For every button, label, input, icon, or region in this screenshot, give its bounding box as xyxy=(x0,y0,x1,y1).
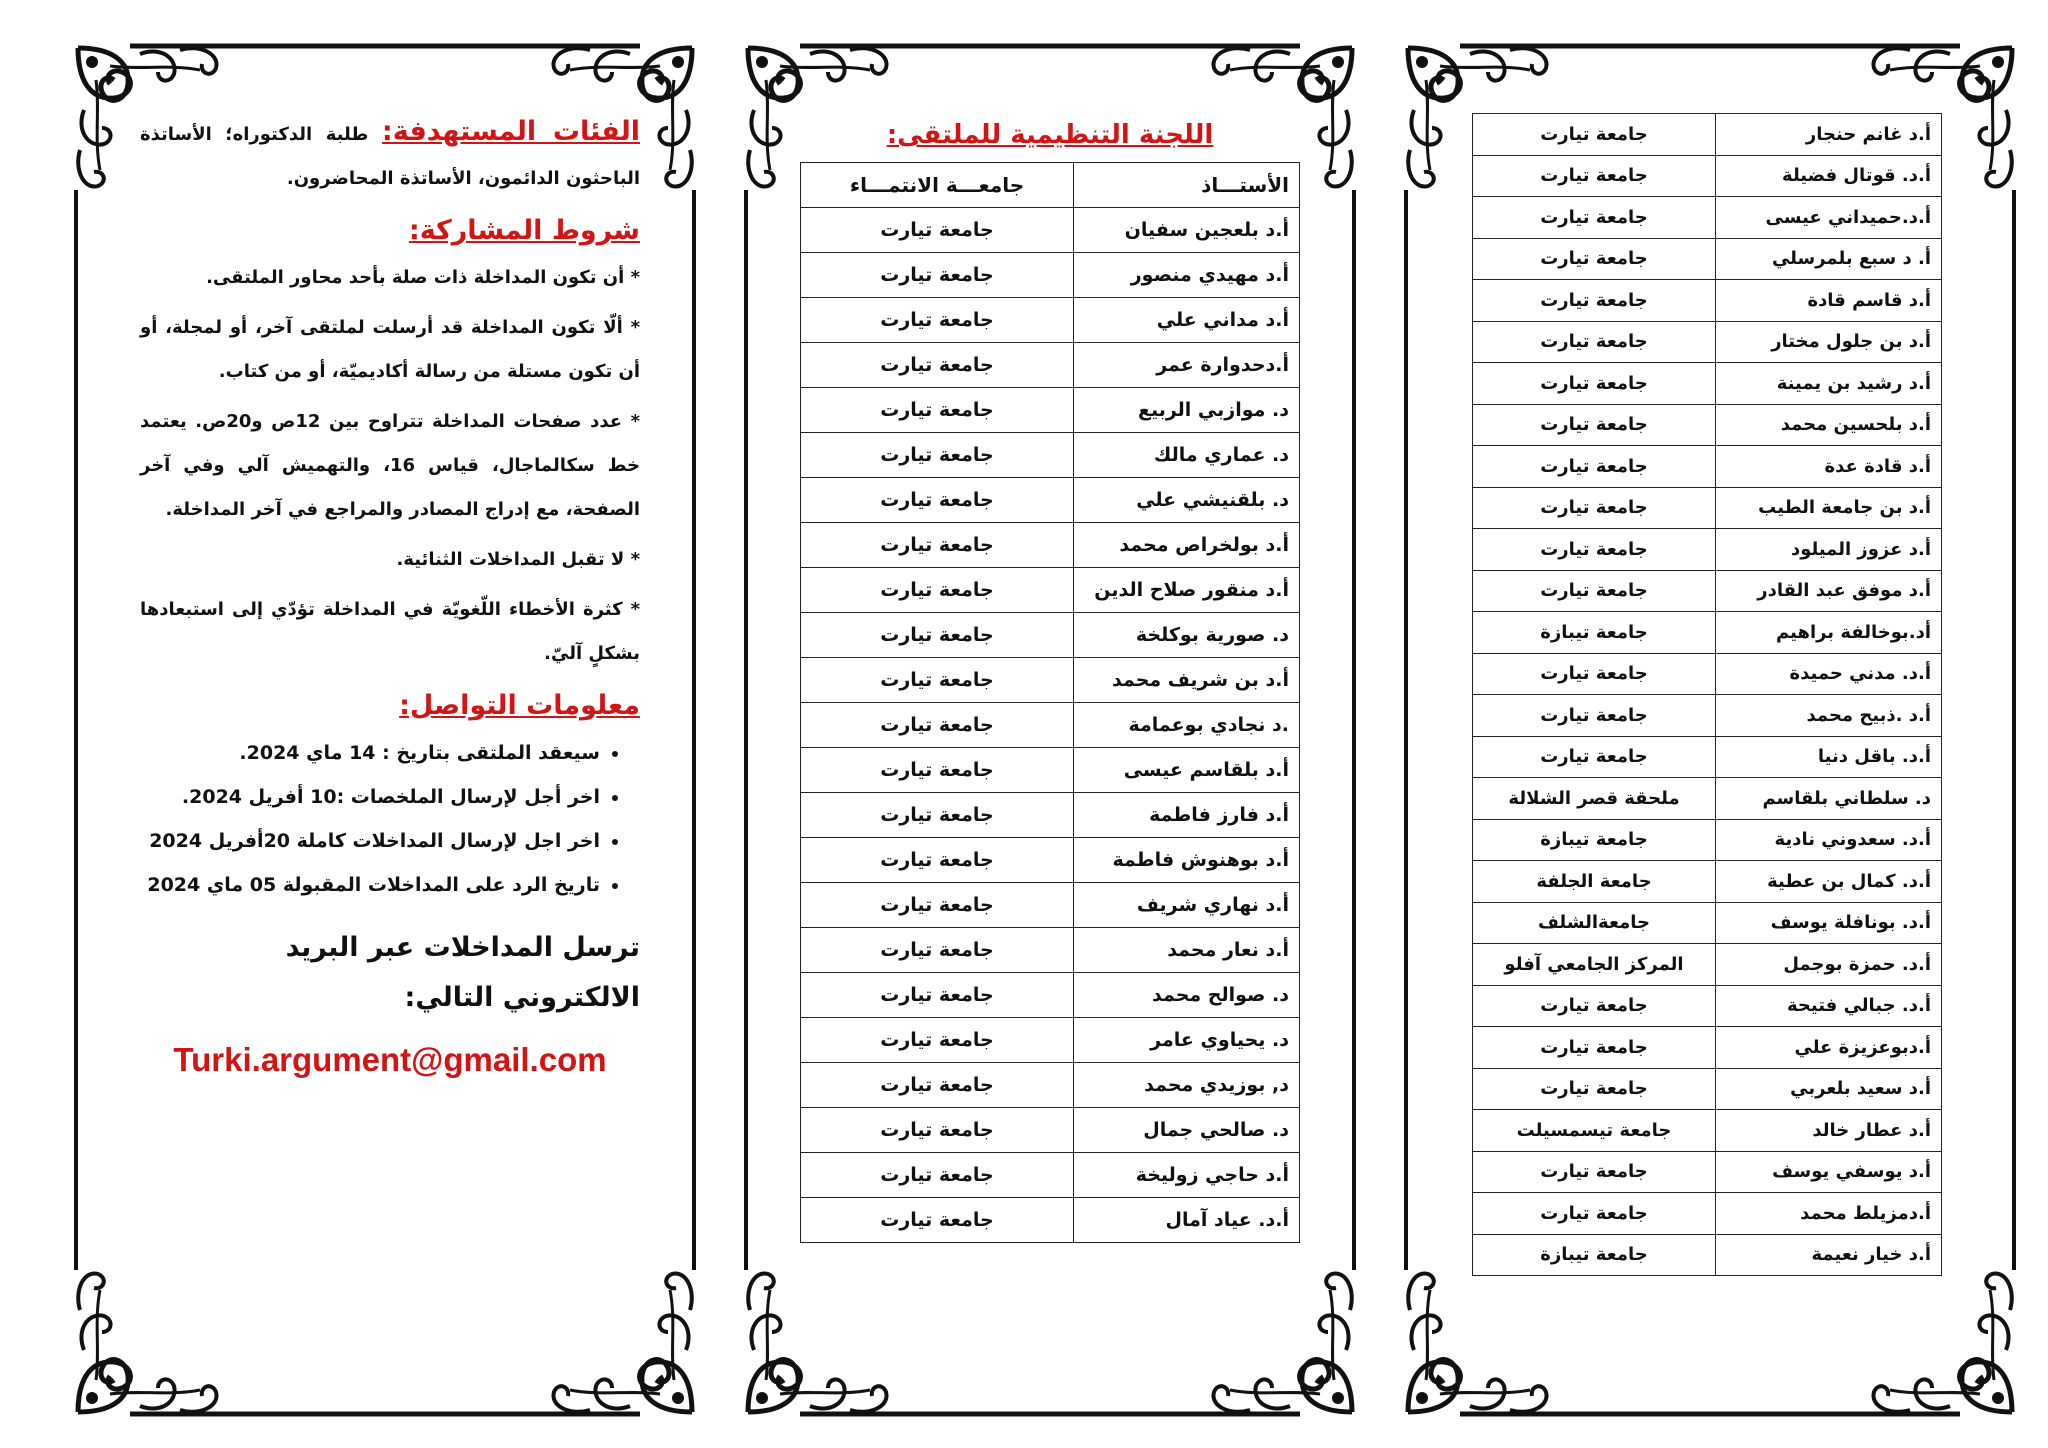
university-name: جامعة تيارت xyxy=(1473,197,1716,239)
professor-name: أ.د فارز فاطمة xyxy=(1074,793,1300,838)
university-name: جامعة تيارت xyxy=(801,568,1074,613)
table-row xyxy=(801,928,1300,973)
table-row xyxy=(801,658,1300,703)
university-name: جامعة تيارت xyxy=(801,1018,1074,1063)
professor-name: أ.د عطار خالد xyxy=(1716,1110,1942,1152)
professor-name: د. صالحي جمال xyxy=(1074,1108,1300,1153)
contact-item: • اخر أجل لإرسال الملخصات :10 أفريل 2024. xyxy=(140,775,600,819)
table-row xyxy=(1473,1110,1942,1152)
table-row xyxy=(1473,1234,1942,1276)
professor-name: أ.د بولخراص محمد xyxy=(1074,523,1300,568)
university-name: جامعة تيارت xyxy=(801,748,1074,793)
university-name: جامعة تيارت xyxy=(801,793,1074,838)
university-name: جامعة تيارت xyxy=(801,343,1074,388)
table-row xyxy=(1473,819,1942,861)
professor-name: أ.د بن شريف محمد xyxy=(1074,658,1300,703)
professor-name: أ.د. حمزة بوجمل xyxy=(1716,944,1942,986)
university-name: جامعة تيارت xyxy=(801,1063,1074,1108)
committee-table xyxy=(800,162,1300,1243)
university-name: جامعة تيارت xyxy=(801,973,1074,1018)
contact-list xyxy=(140,731,640,907)
committee-table-body xyxy=(801,208,1300,1243)
university-name: جامعة تيارت xyxy=(801,1198,1074,1243)
conditions-heading: شروط المشاركة: xyxy=(408,215,640,246)
professor-name: أ.د رشيد بن يمينة xyxy=(1716,363,1942,405)
contact-email[interactable]: Turki.argument@gmail.com xyxy=(173,1041,607,1078)
professor-name: د. يحياوي عامر xyxy=(1074,1018,1300,1063)
professor-name: أ.د غانم حنجار xyxy=(1716,114,1942,156)
contact-item: • تاريخ الرد على المداخلات المقبولة 05 ماي 2024 xyxy=(140,863,600,907)
table-row xyxy=(1473,695,1942,737)
university-name: جامعة تيارت xyxy=(801,1108,1074,1153)
table-row xyxy=(1473,1151,1942,1193)
table-row xyxy=(801,298,1300,343)
table-row xyxy=(1473,280,1942,322)
university-name: جامعة تيارت xyxy=(801,208,1074,253)
professor-name: أ.د. باقل دنيا xyxy=(1716,736,1942,778)
professor-name: أ.د قادة عدة xyxy=(1716,446,1942,488)
university-name: جامعة تيارت xyxy=(801,433,1074,478)
table-row xyxy=(801,253,1300,298)
university-name: جامعة تيارت xyxy=(1473,1151,1716,1193)
university-name: جامعة تيارت xyxy=(801,298,1074,343)
table-row xyxy=(801,1153,1300,1198)
professor-name: أ.د عزوز الميلود xyxy=(1716,529,1942,571)
scientific-table-body xyxy=(1473,114,1942,1276)
professor-name: د. سلطاني بلقاسم xyxy=(1716,778,1942,820)
university-name: جامعة تيسمسيلت xyxy=(1473,1110,1716,1152)
table-row xyxy=(1473,238,1942,280)
target-text: طلبة الدكتوراه؛ الأساتذة الباحثون الدائمون، الأساتذة المحاضرون. xyxy=(140,124,640,189)
condition-item: * عدد صفحات المداخلة تتراوح بين 12ص و20ص. يعتمد خط سكالماجال، قياس 16، والتهميش آلي وفي آخر الصفحة، مع إدراج المصادر والمراجع في آخر المداخلة. xyxy=(140,411,641,520)
university-name: جامعة تيبازة xyxy=(1473,819,1716,861)
professor-name: أ.د بن جلول مختار xyxy=(1716,321,1942,363)
professor-name: أ.د .ذبيح محمد xyxy=(1716,695,1942,737)
professor-name: أ.د. قوتال فضيلة xyxy=(1716,155,1942,197)
university-name: جامعة تيارت xyxy=(801,388,1074,433)
university-name: جامعةالشلف xyxy=(1473,902,1716,944)
table-row xyxy=(1473,1027,1942,1069)
table-row xyxy=(1473,612,1942,654)
university-name: جامعة تيارت xyxy=(801,883,1074,928)
professor-name: أ.د يوسفي يوسف xyxy=(1716,1151,1942,1193)
professor-name: أ.د مهيدي منصور xyxy=(1074,253,1300,298)
table-row xyxy=(1473,114,1942,156)
professor-name: د, بوزيدي محمد xyxy=(1074,1063,1300,1108)
professor-name: أ.د بن جامعة الطيب xyxy=(1716,487,1942,529)
panel-left xyxy=(70,40,700,1420)
professor-name: أ.د نهاري شريف xyxy=(1074,883,1300,928)
university-name: جامعة تيارت xyxy=(1473,155,1716,197)
table-row xyxy=(1473,155,1942,197)
table-row xyxy=(1473,363,1942,405)
table-row xyxy=(1473,1193,1942,1235)
university-name: جامعة تيارت xyxy=(1473,1193,1716,1235)
table-row xyxy=(1473,778,1942,820)
table-row xyxy=(801,793,1300,838)
table-row xyxy=(801,388,1300,433)
table-row xyxy=(801,973,1300,1018)
column-header-university: جامعـــة الانتمـــاء xyxy=(801,163,1074,208)
committee-title-wrap xyxy=(740,120,1360,150)
university-name: جامعة تيارت xyxy=(801,658,1074,703)
professor-name: أ.د نعار محمد xyxy=(1074,928,1300,973)
table-row xyxy=(1473,861,1942,903)
table-row xyxy=(801,838,1300,883)
professor-name: أ.د منقور صلاح الدين xyxy=(1074,568,1300,613)
professor-name: أ.د بلعجين سفيان xyxy=(1074,208,1300,253)
university-name: جامعة تيارت xyxy=(801,838,1074,883)
target-section xyxy=(140,110,640,201)
table-row xyxy=(1473,529,1942,571)
professor-name: أ.دمزيلط محمد xyxy=(1716,1193,1942,1235)
table-row xyxy=(801,208,1300,253)
professor-name: أ.د بلحسين محمد xyxy=(1716,404,1942,446)
table-row xyxy=(1473,197,1942,239)
university-name: جامعة تيارت xyxy=(1473,114,1716,156)
table-row xyxy=(801,1018,1300,1063)
condition-item: * لا تقبل المداخلات الثنائية. xyxy=(396,549,640,570)
conditions-list xyxy=(140,256,640,676)
professor-name: أ.د. عياد آمال xyxy=(1074,1198,1300,1243)
professor-name: أ.د بلقاسم عيسى xyxy=(1074,748,1300,793)
condition-item: * أن تكون المداخلة ذات صلة بأحد محاور الملتقى. xyxy=(206,267,640,288)
university-name: جامعة تيبازة xyxy=(1473,612,1716,654)
university-name: جامعة تيارت xyxy=(1473,529,1716,571)
professor-name: أ. د سبع بلمرسلي xyxy=(1716,238,1942,280)
professor-name: د. موازبي الربيع xyxy=(1074,388,1300,433)
table-row xyxy=(801,703,1300,748)
table-row xyxy=(1473,944,1942,986)
send-instructions: ترسل المداخلات عبر البريد الالكتروني التالي: xyxy=(285,932,640,1013)
professor-name: أ.د. سعدوني نادية xyxy=(1716,819,1942,861)
university-name: جامعة تيارت xyxy=(801,523,1074,568)
university-name: جامعة تيارت xyxy=(801,478,1074,523)
professor-name: أ.د خيار نعيمة xyxy=(1716,1234,1942,1276)
committee-title: اللجنة التنظيمية للملتقى: xyxy=(886,120,1214,150)
university-name: جامعة تيارت xyxy=(1473,487,1716,529)
condition-item: * كثرة الأخطاء اللّغويّة في المداخلة تؤدّي إلى استبعادها بشكلٍ آليّ. xyxy=(140,599,640,664)
table-row xyxy=(801,478,1300,523)
university-name: جامعة تيارت xyxy=(1473,653,1716,695)
professor-name: أ.د. كمال بن عطية xyxy=(1716,861,1942,903)
professor-name: د. بلقنيشي علي xyxy=(1074,478,1300,523)
university-name: جامعة تيارت xyxy=(801,253,1074,298)
table-row xyxy=(1473,653,1942,695)
table-row xyxy=(801,613,1300,658)
table-row xyxy=(1473,487,1942,529)
university-name: جامعة تيارت xyxy=(1473,570,1716,612)
professor-name: د. صوالح محمد xyxy=(1074,973,1300,1018)
university-name: جامعة تيارت xyxy=(1473,446,1716,488)
professor-name: أ.د قاسم قادة xyxy=(1716,280,1942,322)
table-row xyxy=(801,1063,1300,1108)
professor-name: أ.د سعيد بلعربي xyxy=(1716,1068,1942,1110)
university-name: جامعة تيارت xyxy=(801,928,1074,973)
table-row xyxy=(801,568,1300,613)
contact-item: • سيعقد الملتقى بتاريخ : 14 ماي 2024. xyxy=(140,731,600,775)
professor-name: أ.د. مدني حميدة xyxy=(1716,653,1942,695)
table-row xyxy=(801,1198,1300,1243)
professor-name: د. عماري مالك xyxy=(1074,433,1300,478)
university-name: جامعة تيارت xyxy=(1473,404,1716,446)
university-name: جامعة تيارت xyxy=(801,613,1074,658)
professor-name: أد.بوخالفة براهيم xyxy=(1716,612,1942,654)
table-row xyxy=(1473,321,1942,363)
university-name: جامعة تيارت xyxy=(1473,695,1716,737)
university-name: جامعة تيارت xyxy=(1473,363,1716,405)
university-name: ملحقة قصر الشلالة xyxy=(1473,778,1716,820)
contact-item: • اخر اجل لإرسال المداخلات كاملة 20أفريل 2024 xyxy=(140,819,600,863)
table-row xyxy=(801,523,1300,568)
university-name: جامعة تيارت xyxy=(801,703,1074,748)
table-row xyxy=(1473,736,1942,778)
table-row xyxy=(801,748,1300,793)
university-name: جامعة تيارت xyxy=(1473,321,1716,363)
university-name: جامعة تيارت xyxy=(1473,1068,1716,1110)
professor-name: .د نجادي بوعمامة xyxy=(1074,703,1300,748)
table-row xyxy=(801,433,1300,478)
university-name: جامعة تيارت xyxy=(1473,736,1716,778)
contact-heading: معلومات التواصل: xyxy=(399,690,640,721)
column-header-name: الأستـــاذ xyxy=(1074,163,1300,208)
professor-name: أ.د. جبالي فتيحة xyxy=(1716,985,1942,1027)
table-row xyxy=(1473,902,1942,944)
professor-name: د. صورية بوكلخة xyxy=(1074,613,1300,658)
table-row xyxy=(1473,985,1942,1027)
university-name: جامعة تيارت xyxy=(1473,1027,1716,1069)
professor-name: أ.د بوهنوش فاطمة xyxy=(1074,838,1300,883)
condition-item: * ألّا تكون المداخلة قد أرسلت لملتقى آخر، أو لمجلة، أو أن تكون مستلة من رسالة أكاديميّة، أو من كتاب. xyxy=(140,317,640,382)
university-name: المركز الجامعي آفلو xyxy=(1473,944,1716,986)
professor-name: أ.دحدوارة عمر xyxy=(1074,343,1300,388)
university-name: جامعة تيارت xyxy=(1473,985,1716,1027)
university-name: جامعة تيارت xyxy=(1473,280,1716,322)
table-row xyxy=(1473,446,1942,488)
university-name: جامعة تيارت xyxy=(801,1153,1074,1198)
table-row xyxy=(801,343,1300,388)
table-header-row xyxy=(801,163,1300,208)
professor-name: أ.د.حميداني عيسى xyxy=(1716,197,1942,239)
professor-name: أ.دبوعزيزة علي xyxy=(1716,1027,1942,1069)
table-row xyxy=(1473,570,1942,612)
table-row xyxy=(1473,404,1942,446)
scientific-table xyxy=(1472,113,1942,1276)
professor-name: أ.د حاجي زوليخة xyxy=(1074,1153,1300,1198)
university-name: جامعة تيارت xyxy=(1473,238,1716,280)
university-name: جامعة تيبازة xyxy=(1473,1234,1716,1276)
panel-right xyxy=(1400,40,2020,1420)
university-name: جامعة الجلفة xyxy=(1473,861,1716,903)
professor-name: أ.د. بونافلة يوسف xyxy=(1716,902,1942,944)
table-row xyxy=(801,1108,1300,1153)
table-row xyxy=(1473,1068,1942,1110)
target-heading: الفئات المستهدفة: xyxy=(381,116,640,147)
left-content xyxy=(140,110,640,1079)
professor-name: أ.د موفق عبد القادر xyxy=(1716,570,1942,612)
table-row xyxy=(801,883,1300,928)
professor-name: أ.د مداني علي xyxy=(1074,298,1300,343)
panel-middle xyxy=(740,40,1360,1420)
